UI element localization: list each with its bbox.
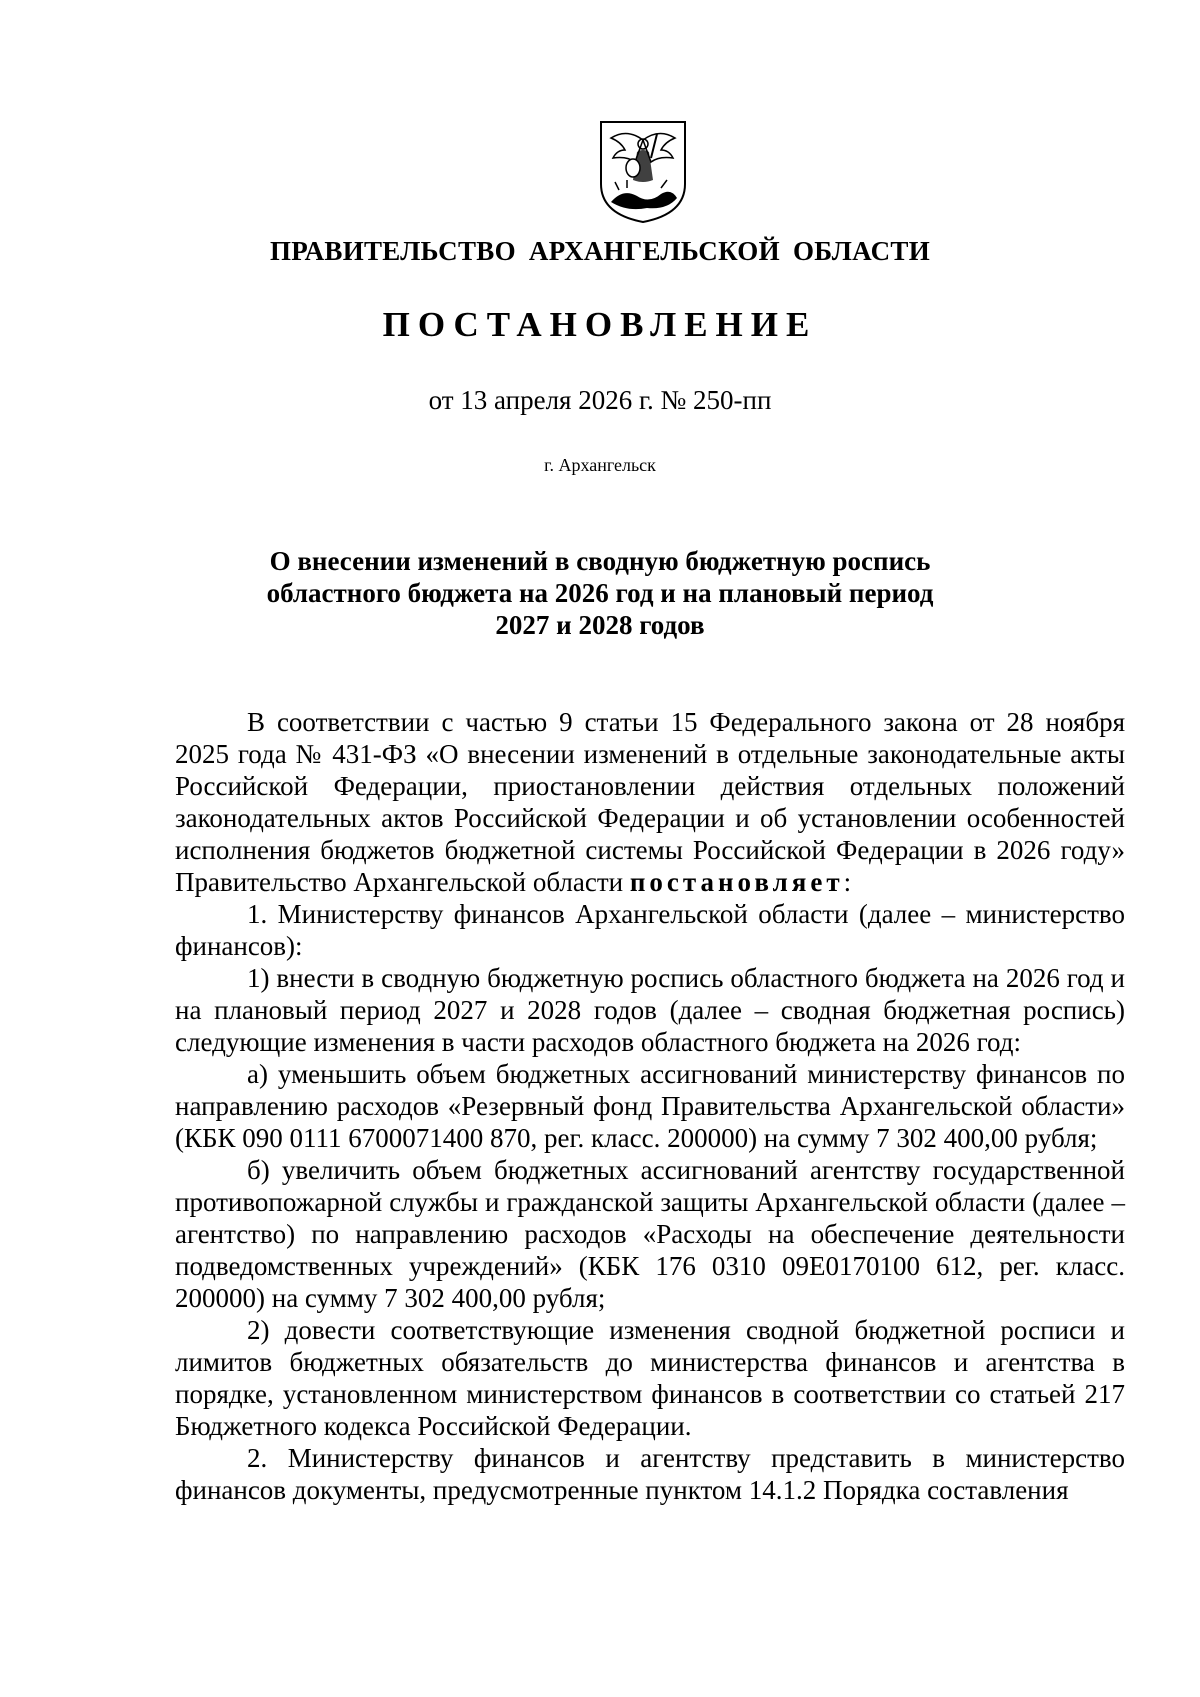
paragraph-item-1-2: 2) довести соответствующие изменения сводной бюджетной росписи и лимитов бюджетных обязательств до министерства финансов и агентства в порядке, установленном министерством финансов в соответствии со статьей 217 Бюджетного кодекса Российской Федерации.	[175, 1315, 1125, 1441]
preamble-colon: :	[843, 867, 852, 897]
paragraph-item-1: 1. Министерству финансов Архангельской области (далее – министерство финансов):	[175, 899, 1125, 961]
document-type: ПОСТАНОВЛЕНИЕ	[382, 305, 818, 344]
subject-line: 2027 и 2028 годов	[495, 610, 705, 640]
paragraph-item-1-1-b: б) увеличить объем бюджетных ассигнований агентству государственной противопожарной службы и гражданской защиты Архангельской области (далее – агентство) по направлению расходов «Расходы на обеспечение деятельности подведомственных учреждений» (КБК 176 0310 09Е0170100 612, рег. класс. 200000) на сумму 7 302 400,00 рубля;	[175, 1155, 1125, 1313]
paragraph-item-2: 2. Министерству финансов и агентству представить в министерство финансов документы, предусмотренные пунктом 14.1.2 Порядка составления	[175, 1443, 1125, 1505]
organization-name: ПРАВИТЕЛЬСТВО АРХАНГЕЛЬСКОЙ ОБЛАСТИ	[269, 236, 931, 266]
subject-line: О внесении изменений в сводную бюджетную роспись	[269, 546, 931, 576]
subject-line: областного бюджета на 2026 год и на плановый период	[266, 578, 934, 608]
document-body	[175, 706, 1125, 1506]
paragraph-item-1-1: 1) внести в сводную бюджетную роспись областного бюджета на 2026 год и на плановый период 2027 и 2028 годов (далее – сводная бюджетная роспись) следующие изменения в части расходов областного бюджета на 2026 год:	[175, 963, 1125, 1057]
paragraph-preamble	[175, 706, 1125, 898]
document-subject	[220, 545, 980, 641]
paragraph-item-1-1-a: а) уменьшить объем бюджетных ассигнований министерству финансов по направлению расходов «Резервный фонд Правительства Архангельской области» (КБК 090 0111 6700071400 870, рег. класс. 200000) на сумму 7 302 400,00 рубля;	[175, 1059, 1125, 1153]
coat-of-arms-icon	[597, 118, 689, 226]
document-city: г. Архангельск	[544, 455, 656, 475]
document-date-number: от 13 апреля 2026 г. № 250-пп	[428, 385, 772, 415]
preamble-text: В соответствии с частью 9 статьи 15 Федерального закона от 28 ноября 2025 года № 431-ФЗ «О внесении изменений в отдельные законодательные акты Российской Федерации, приостановлении действия отдельных положений законодательных актов Российской Федерации и об установлении особенностей исполнения бюджетов бюджетной системы Российской Федерации в 2026 году» Правительство Архангельской области	[175, 707, 1125, 897]
resolve-keyword: постановляет	[629, 867, 844, 897]
